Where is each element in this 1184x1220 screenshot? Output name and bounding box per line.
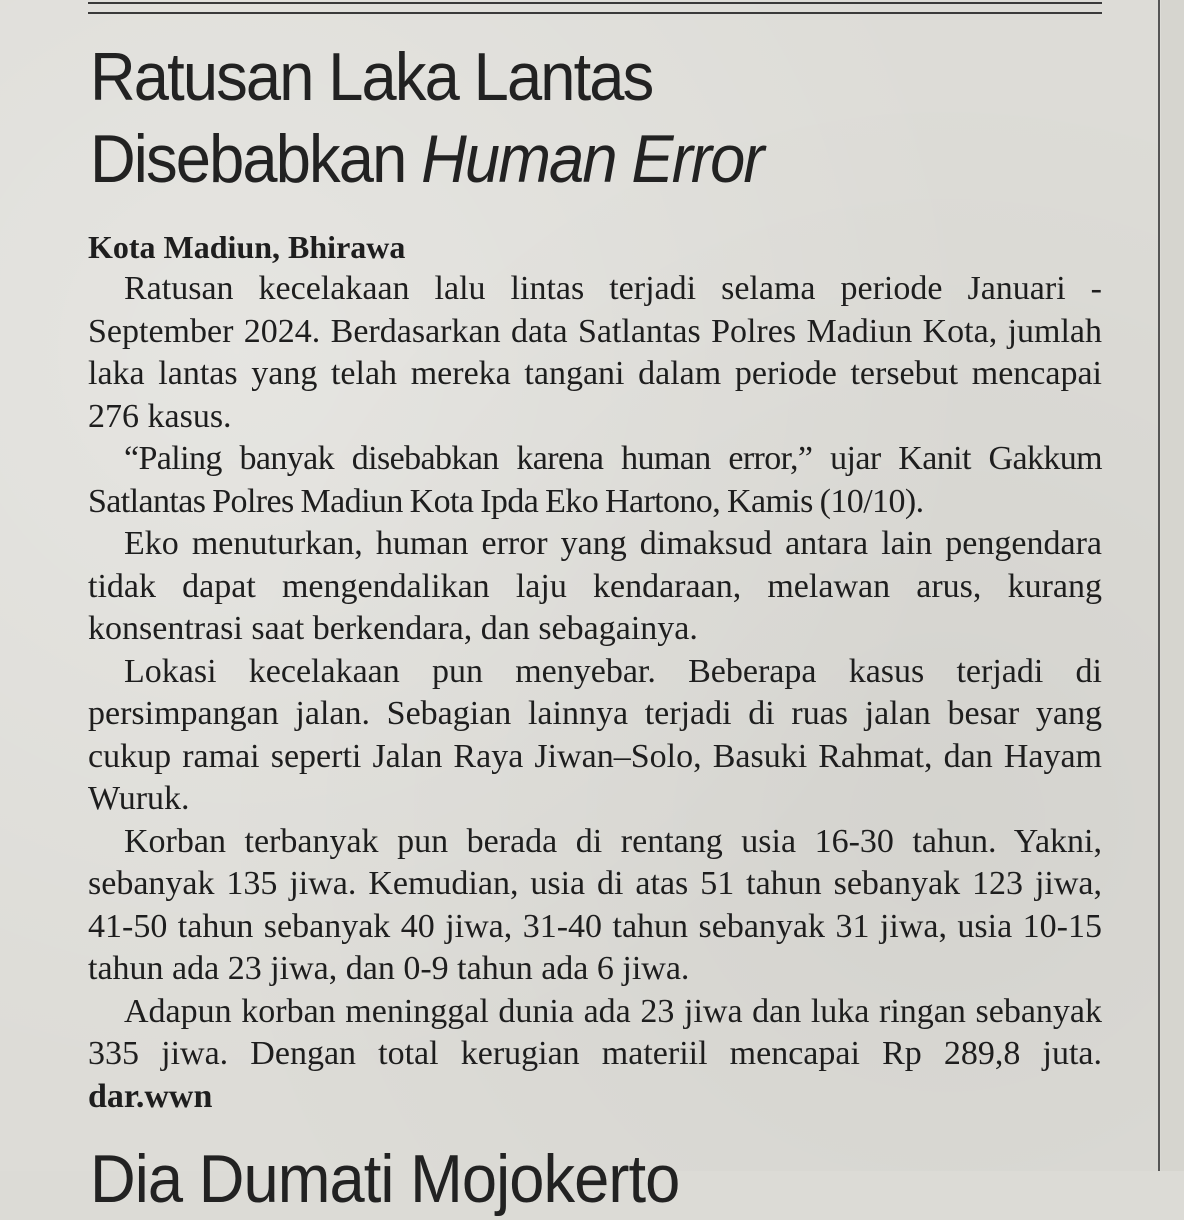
headline-line-2-italic: Human Error bbox=[421, 121, 763, 197]
paragraph-1: Ratusan kecelakaan lalu lintas terjadi selama periode Januari - September 2024. Berdasarkan data Satlantas Polres Madiun Kota, jumlah laka lantas yang telah mereka tangani dalam periode tersebut mencapai 276 kasus. bbox=[88, 270, 1102, 435]
dateline: Kota Madiun, Bhirawa bbox=[88, 229, 406, 265]
paragraph-6 bbox=[88, 991, 1102, 1119]
headline-line-2-plain: Disebabkan bbox=[90, 121, 422, 197]
paragraph-6-text: Adapun korban meninggal dunia ada 23 jiwa dan luka ringan sebanyak 335 jiwa. Dengan total kerugian materiil mencapai Rp 289,8 juta. bbox=[88, 992, 1102, 1072]
author-signoff: dar.wwn bbox=[88, 1077, 213, 1115]
headline-line-1: Ratusan Laka Lantas bbox=[90, 39, 653, 115]
paragraph-5: Korban terbanyak pun berada di rentang usia 16-30 tahun. Yakni, sebanyak 135 jiwa. Kemudian, usia di atas 51 tahun sebanyak 123 jiwa, 41-50 tahun sebanyak 40 jiwa, 31-40 tahun sebanyak 31 jiwa, usia 10-15 tahun ada 23 jiwa, dan 0-9 tahun ada 6 jiwa. bbox=[88, 822, 1102, 987]
paragraph-2: “Paling banyak disebabkan karena human error,” ujar Kanit Gakkum Satlantas Polres Madiun Kota Ipda Eko Hartono, Kamis (10/10). bbox=[88, 440, 1102, 520]
adjacent-column-strip bbox=[1161, 0, 1184, 1171]
paragraph-3: Eko menuturkan, human error yang dimaksud antara lain pengendara tidak dapat mengendalikan laju kendaraan, melawan arus, kurang konsentrasi saat berkendara, dan sebagainya. bbox=[88, 525, 1102, 647]
next-article-headline: Dia Dumati Mojokerto bbox=[90, 1141, 680, 1217]
paragraph-4: Lokasi kecelakaan pun menyebar. Beberapa kasus terjadi di persimpangan jalan. Sebagian lainnya terjadi di ruas jalan besar yang cukup ramai seperti Jalan Raya Jiwan–Solo, Basuki Rahmat, dan Hayam Wuruk. bbox=[88, 652, 1102, 817]
headline-line-2 bbox=[90, 118, 1029, 200]
article-body bbox=[88, 226, 1102, 1118]
headline bbox=[90, 36, 1029, 200]
top-rule bbox=[88, 2, 1102, 14]
column-rule bbox=[1158, 0, 1160, 1171]
